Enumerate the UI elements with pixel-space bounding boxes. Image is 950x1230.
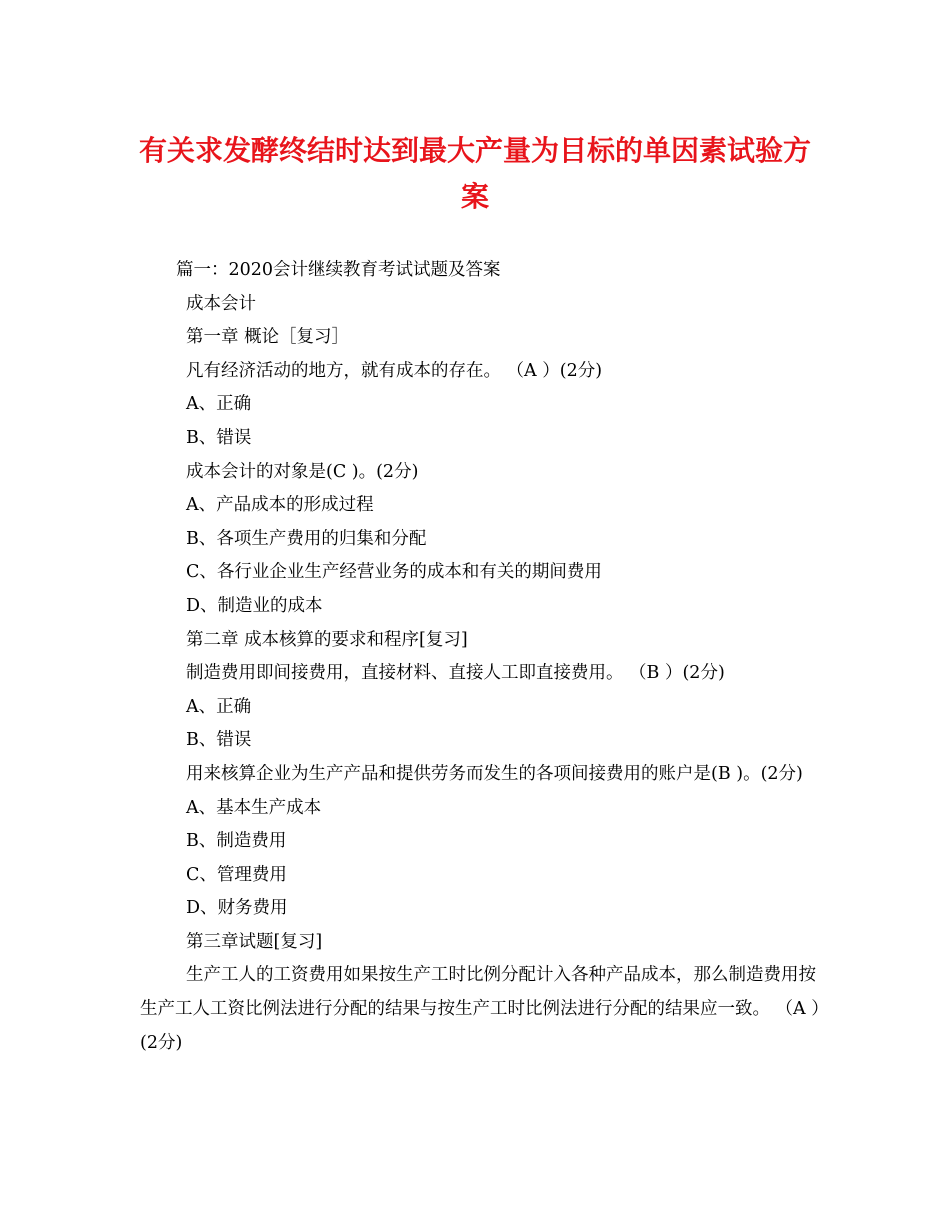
question-text: 生产工人的工资费用如果按生产工时比例分配计入各种产品成本，那么制造费用按生产工人工资比例法进行分配的结果与按生产工时比例法进行分配的结果应一致。 （A ）(2分) (140, 965, 821, 1053)
chapter-heading: 第三章试题[复习] (186, 931, 323, 952)
answer-option: A、产品成本的形成过程 (186, 495, 374, 516)
chapter-heading: 第一章 概论［复习］ (186, 327, 350, 348)
question-text: 凡有经济活动的地方，就有成本的存在。 （A ）(2分) (186, 360, 603, 381)
answer-option: B、错误 (186, 427, 252, 448)
answer-option: B、制造费用 (186, 831, 287, 852)
document-title: 有关求发酵终结时达到最大产量为目标的单因素试验方案 (138, 134, 811, 213)
answer-option: B、错误 (186, 730, 252, 751)
answer-option: D、财务费用 (186, 898, 288, 919)
answer-option: C、管理费用 (186, 864, 287, 885)
question-text: 制造费用即间接费用，直接材料、直接人工即直接费用。 （B ）(2分) (186, 663, 725, 684)
answer-option: A、正确 (186, 394, 252, 415)
answer-option: C、各行业企业生产经营业务的成本和有关的期间费用 (186, 562, 602, 583)
section-heading: 篇一：2020会计继续教育考试试题及答案 (176, 260, 501, 280)
subject-heading: 成本会计 (186, 293, 256, 314)
chapter-heading: 第二章 成本核算的要求和程序[复习] (186, 629, 468, 650)
document-body (140, 254, 820, 1060)
answer-option: B、各项生产费用的归集和分配 (186, 528, 427, 549)
answer-option: D、制造业的成本 (186, 595, 323, 616)
question-text: 成本会计的对象是(C )。(2分) (186, 461, 419, 482)
question-text: 用来核算企业为生产产品和提供劳务而发生的各项间接费用的账户是(B )。(2分) (186, 763, 803, 784)
answer-option: A、基本生产成本 (186, 797, 322, 818)
answer-option: A、正确 (186, 696, 252, 717)
